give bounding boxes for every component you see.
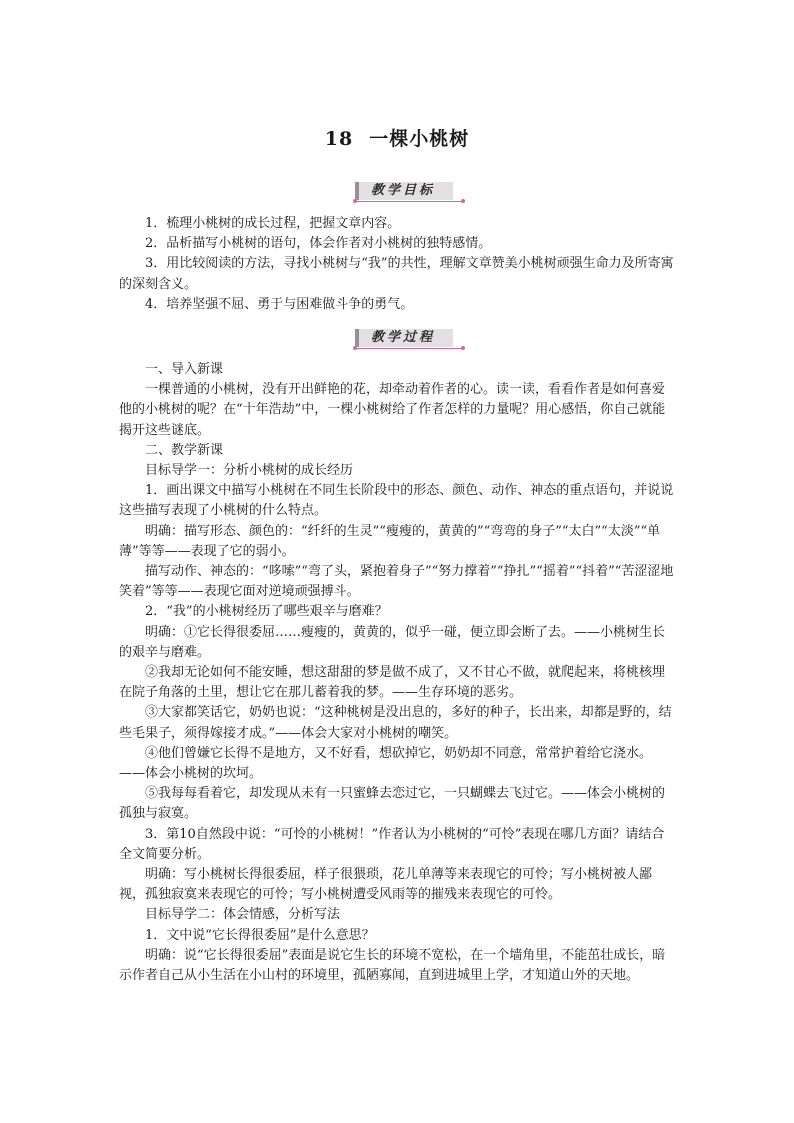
banner-label: 教学过程 (371, 330, 436, 345)
banner-dot-icon (353, 346, 357, 350)
answer: 明确：①它长得很委屈……瘦瘦的，黄黄的，似乎一碰，便立即会断了去。——小桃树生长的艰辛与磨难。 (119, 624, 666, 660)
banner-dot-icon (461, 199, 465, 203)
objective-item: 4．培养坚强不屈、勇于与困难做斗争的勇气。 (145, 296, 414, 312)
answer: 明确：说“它长得很委屈”表面是说它生长的环境不宽松，在一个墙角里，不能茁壮成长，暗示作者自己从小生活在小山村的环境里，孤陋寡闻，直到进城里上学，才知道山外的天地。 (119, 947, 666, 984)
lesson-number: 18 (324, 128, 354, 150)
answer: ⑤我每每看着它，却发现从未有一只蜜蜂去恋过它，一只蝴蝶去飞过它。——体会小桃树的孤独与寂寞。 (119, 786, 666, 822)
answer: ④他们曾嫌它长得不是地方，又不好看，想砍掉它，奶奶却不同意，常常护着给它浇水。——体会小桃树的坎坷。 (119, 745, 653, 782)
answer: 明确：描写形态、颜色的：“纤纤的生灵”“瘦瘦的，黄黄的”“弯弯的身子”“太白”“太淡”“单薄”等等——表现了它的弱小。 (119, 523, 661, 559)
answer: 明确：写小桃树长得很委屈，样子很猥琐，花儿单薄等来表现它的可怜；写小桃树被人鄙视，孤独寂寞来表现它的可怜；写小桃树遭受风雨等的摧残来表现它的可怜。 (119, 867, 653, 903)
goal-heading: 目标导学二：体会情感，分析写法 (145, 907, 341, 923)
answer: ③大家都笑话它，奶奶也说：“这种桃树是没出息的，多好的种子，长出来，却都是野的，结些毛果子，须得嫁接才成。”——体会大家对小桃树的嘲笑。 (119, 705, 672, 741)
answer: 描写动作、神态的：“哆嗦”“弯了头，紧抱着身子”“努力撑着”“挣扎”“摇着”“抖着”“苦涩涩地笑着”等等——表现它面对逆境顽强搏斗。 (119, 564, 674, 600)
section-heading: 二、教学新课 (145, 442, 224, 458)
banner-dot-icon (353, 199, 357, 203)
section-banner-process (351, 328, 467, 350)
answer: ②我却无论如何不能安睡，想这甜甜的梦是做不成了，又不甘心不做，就爬起来，将桃核埋在院子角落的土里，想让它在那儿蓄着我的梦。——生存环境的恶劣。 (119, 665, 666, 701)
goal-heading: 目标导学一：分析小桃树的成长经历 (145, 463, 354, 479)
banner-underline (355, 201, 463, 202)
banner-underline (355, 348, 463, 349)
lesson-name: 一棵小桃树 (369, 128, 470, 150)
question: 1．画出课文中描写小桃树在不同生长阶段中的形态、颜色、动作、神态的重点语句，并说说这些描写表现了小桃树的什么特点。 (119, 483, 674, 519)
objectives-list (119, 214, 675, 315)
question: 3．第10自然段中说：“可怜的小桃树！”作者认为小桃树的“可怜”表现在哪几方面？请结合全文简要分析。 (119, 826, 665, 862)
objective-item: 2．品析描写小桃树的语句，体会作者对小桃树的独特感情。 (145, 236, 492, 252)
question: 2．“我”的小桃树经历了哪些艰辛与磨难？ (145, 604, 388, 620)
question: 1．文中说“它长得很委屈”是什么意思？ (145, 927, 375, 943)
section-heading: 一、导入新课 (145, 362, 224, 377)
objective-item: 3．用比较阅读的方法，寻找小桃树与“我”的共性，理解文章赞美小桃树顽强生命力及所寄寓的深刻含义。 (119, 256, 674, 292)
objective-item: 1．梳理小桃树的成长过程，把握文章内容。 (145, 216, 401, 231)
section-banner-objectives (351, 181, 467, 203)
lesson-title (0, 124, 794, 151)
banner-dot-icon (461, 346, 465, 350)
process-body (119, 360, 675, 986)
paragraph: 一棵普通的小桃树，没有开出鲜艳的花，却牵动着作者的心。读一读，看看作者是如何喜爱他的小桃树的呢？在“十年浩劫”中，一棵小桃树给了作者怎样的力量呢？用心感悟，你自己就能揭开这些谜底。 (119, 382, 666, 438)
banner-label: 教学目标 (371, 183, 436, 198)
